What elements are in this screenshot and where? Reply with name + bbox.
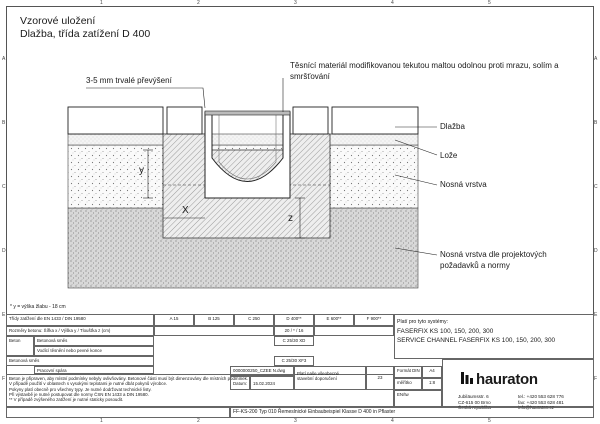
recommendation-line2: stavební doporučení — [297, 376, 337, 382]
class-c250: C 250 — [234, 314, 274, 326]
subbase-label-line1: Nosná vrstva dle projektových — [440, 250, 547, 259]
recommendation-line1: Platí naše všeobecné — [297, 371, 339, 376]
sealant-label-line1: Těsnící materiál modifikovanou tekutou maltou odolnou proti mrazu, solím a — [290, 61, 559, 70]
dimension-x-label: X — [182, 205, 189, 216]
company-fax: fax: +420 553 628 481 — [518, 399, 564, 405]
general-recommendation — [294, 366, 366, 390]
paving-stone-right — [293, 107, 328, 134]
margin-number-4: 4 — [391, 0, 394, 6]
margin-letter-e: E — [2, 312, 6, 318]
guide-seal-label: Vodící těsnění nebo pevné konce — [34, 346, 154, 356]
margin-letter-b: B — [2, 120, 6, 126]
note-2: V případě použití v oblastech s vysokými teplotami je nutné dbát pokynů výrobce. — [9, 381, 168, 387]
scale-label: měřítko — [394, 378, 422, 390]
bedding-layer — [68, 134, 418, 145]
margin-number-3: 3 — [294, 0, 297, 6]
class-d400: D 400** — [274, 314, 314, 326]
drawing-date: 15.02.2024 — [250, 376, 294, 390]
margin-letter-c: C — [2, 184, 6, 190]
drawing-number: 0000000250_CZEE N.dwg — [230, 366, 294, 376]
company-address-line2: CZ-615 00 Brno — [458, 399, 491, 405]
margin-number-1-bottom: 1 — [100, 418, 103, 424]
work-joint-d400: C 25/30 XF3 — [274, 356, 314, 366]
company-address-line1: Jubiläumsstr. 6 — [458, 394, 489, 399]
edition-cell: EN/tw — [394, 390, 442, 407]
paving-stone-right-outer — [332, 107, 418, 134]
paving-stone-left — [167, 107, 202, 134]
date-label: Datum: — [230, 376, 250, 390]
class-a15: A 15 — [154, 314, 194, 326]
concrete-row-label: Beton — [6, 336, 34, 356]
format-value: A4 — [422, 366, 442, 378]
margin-letter-d-right: D — [594, 248, 598, 254]
drawing-title: Vzorové uložení — [20, 15, 96, 27]
hauraton-logo: hauraton — [476, 371, 538, 388]
margin-number-2: 2 — [197, 0, 200, 6]
dimensions-row-label: Rozměry betonu: Šířka x / Výška y / Tloušťka z (cm) — [6, 326, 154, 336]
channel-grate — [205, 111, 290, 115]
overhang-label: 3-5 mm trvalé převýšení — [86, 76, 172, 85]
dimension-z-label: z — [288, 213, 293, 224]
company-phone: tel.: +420 553 628 776 — [518, 394, 564, 399]
page-number: 23 — [366, 366, 394, 390]
work-joint-mix: Betonová směs — [6, 356, 154, 366]
dimension-y-label: y — [139, 165, 144, 176]
margin-number-3-bottom: 3 — [294, 418, 297, 424]
company-email: info@hauraton.cz — [518, 405, 555, 410]
class-f900: F 900** — [354, 314, 394, 326]
drawing-subtitle: Dlažba, třída zatížení D 400 — [20, 28, 151, 40]
dimensions-empty — [154, 326, 274, 336]
format-label: Formát DIN — [394, 366, 422, 378]
system-service-channel: SERVICE CHANNEL FASERFIX KS 100, 150, 200, 300 — [397, 336, 556, 344]
height-footnote: * y = výška žlabu - 18 cm — [10, 304, 66, 310]
concrete-d400: C 25/30 XD — [274, 336, 314, 346]
concrete-mix-label: Betonová směs — [34, 336, 154, 346]
class-b125: B 125 — [194, 314, 234, 326]
dimensions-empty-right — [314, 326, 394, 336]
margin-letter-a: A — [2, 56, 6, 62]
margin-number-1: 1 — [100, 0, 103, 6]
margin-letter-e-right: E — [594, 312, 598, 318]
margin-number-2-bottom: 2 — [197, 418, 200, 424]
margin-letter-b-right: B — [594, 120, 598, 126]
note-5: ** V případě zvýšeného zatížení je nutné staticky posoudit. — [9, 397, 124, 403]
base-label: Nosná vrstva — [440, 180, 487, 189]
dimensions-d400: 20 / * / 16 — [274, 326, 314, 336]
margin-letter-d: D — [2, 248, 6, 254]
paving-stone-left-outer — [68, 107, 163, 134]
company-address-line3: Česká republika — [458, 405, 491, 410]
sealant-label-line2: smršťování — [290, 72, 330, 81]
margin-number-4-bottom: 4 — [391, 418, 394, 424]
overhang-leader — [86, 88, 205, 108]
bedding-label: Lože — [440, 151, 458, 160]
load-class-header: Třídy zatížení dle EN 1433 / DIN 19580 — [6, 314, 154, 326]
footer-description: FF-KS-200 Typ 010 Řemeslnické Einbaubeispiel Klasse D 400 in Pflaster — [230, 407, 594, 418]
work-joint-label: Pracovní spára — [34, 366, 154, 374]
class-e600: E 600** — [314, 314, 354, 326]
scale-value: 1:8 — [422, 378, 442, 390]
applies-to-cell — [394, 314, 594, 359]
system-faserfix: FASERFIX KS 100, 150, 200, 300 — [397, 327, 494, 335]
paving-label: Dlažba — [440, 122, 465, 131]
note-1: Beton je připraven, aby místní podmínky nebyly ovlivňovány. Betonové části musí být dimenzovány dle místních podmínek. — [9, 376, 249, 381]
margin-number-5-bottom: 5 — [488, 418, 491, 424]
note-4: Při výstavbě je nutné postupovat dle normy ČSN EN 1433 a DIN 19580. — [9, 391, 149, 397]
margin-number-5: 5 — [488, 0, 491, 6]
title-block — [6, 314, 594, 418]
margin-letter-c-right: C — [594, 184, 598, 190]
note-3: Pokyny platí obecně pro všechny typy. Je nutné dodržovat technické listy. — [9, 386, 152, 392]
margin-letter-f-right: F — [594, 376, 598, 382]
applies-to-label: Platí pro tyto systémy: — [397, 319, 449, 325]
footer-empty — [6, 407, 230, 418]
hauraton-logo-icon — [460, 371, 474, 385]
margin-letter-f: F — [2, 376, 6, 382]
margin-letter-a-right: A — [594, 56, 598, 62]
subbase-label-line2: požadavků a normy — [440, 261, 510, 270]
